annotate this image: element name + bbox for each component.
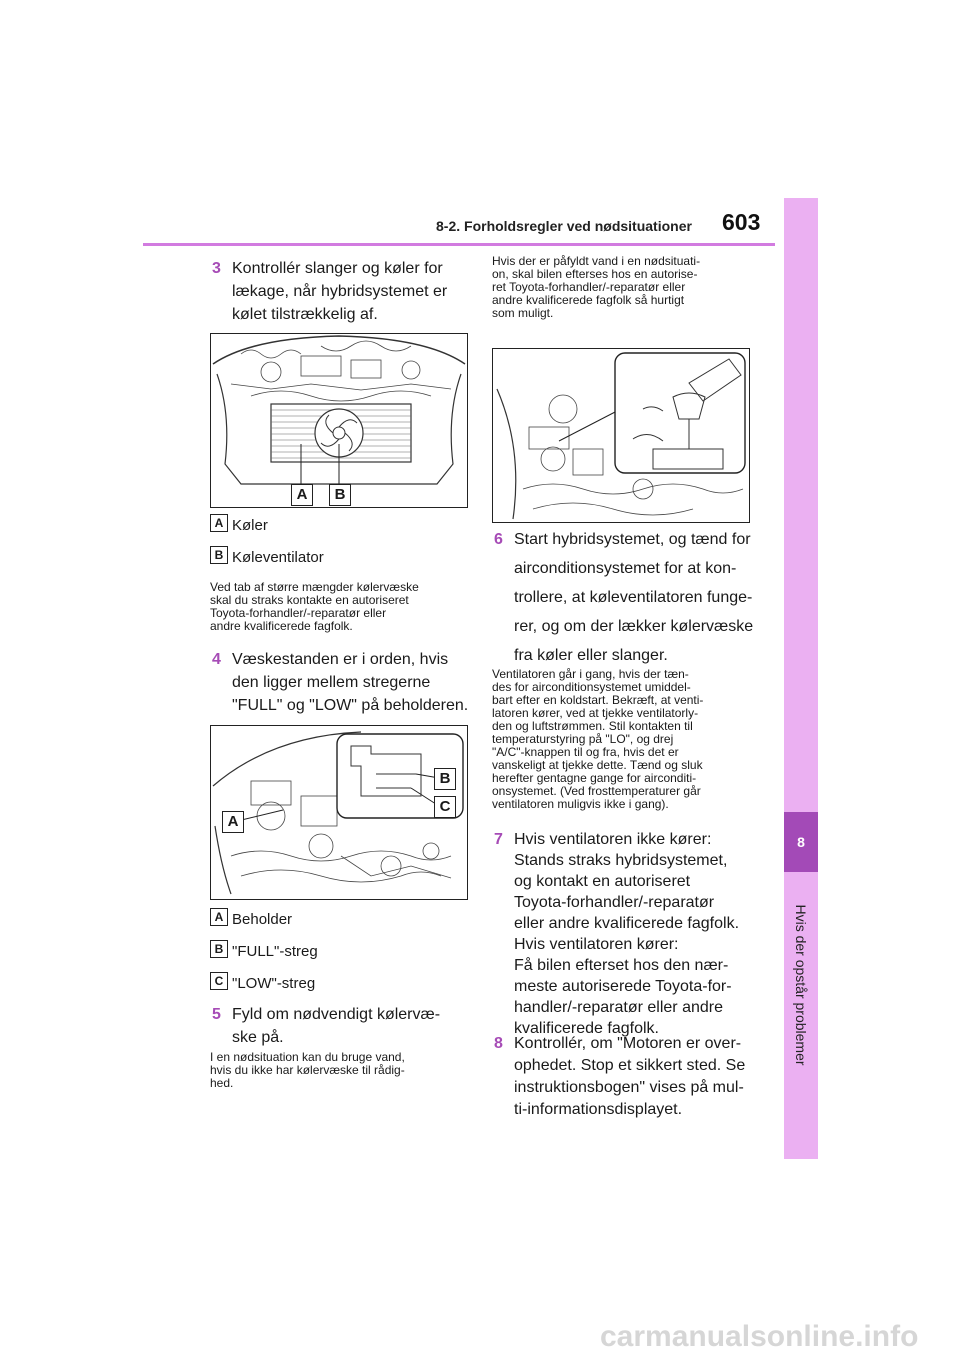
note-line: herefter gentagne gange for airconditi- (492, 771, 697, 785)
legend-letter: A (210, 908, 228, 926)
note-line: andre kvalificerede fagfolk så hurtigt (492, 293, 685, 307)
step-6 (494, 525, 764, 670)
note-line: vanskeligt at tjekke dette. Tænd og sluk (492, 758, 703, 772)
note-line: I en nødsituation kan du bruge vand, (210, 1050, 405, 1064)
step-3 (212, 257, 482, 326)
chapter-title: Hvis der opstår problemer (793, 904, 809, 1066)
step-line: Kontrollér slanger og køler for (232, 260, 443, 277)
section-title: 8-2. Forholdsregler ved nødsituationer (436, 218, 692, 234)
step-7 (494, 829, 764, 1039)
step-number: 5 (212, 1006, 221, 1023)
step-number: 7 (494, 831, 503, 848)
step-line: rer, og om der lækker kølervæske (514, 618, 754, 635)
legend-text: "FULL"-streg (232, 943, 318, 960)
step-line: airconditionsystemet for at kon- (514, 560, 737, 577)
step-number: 4 (212, 651, 221, 668)
legend-letter: A (210, 514, 228, 532)
watermark: carmanualsonline.info (600, 1320, 919, 1353)
note-line: on, skal bilen efterses hos en autorise- (492, 267, 698, 281)
step-line: Stands straks hybridsystemet, (514, 852, 728, 869)
note-line: Hvis der er påfyldt vand i en nødsituati- (492, 254, 701, 268)
step-number: 3 (212, 260, 221, 277)
note-line: som muligt. (492, 306, 554, 320)
step-number: 8 (494, 1035, 503, 1052)
step-8 (494, 1033, 764, 1121)
step-5 (212, 1003, 482, 1049)
reservoir-illustration (211, 726, 467, 899)
callout-b: B (434, 768, 456, 790)
step-line: den ligger mellem stregerne (232, 674, 431, 691)
note-fan-check (492, 668, 762, 811)
note-line: hed. (210, 1076, 234, 1090)
note-line: des for airconditionsystemet umiddel- (492, 680, 691, 694)
note-coolant-loss (210, 581, 470, 633)
note-water-filled (492, 255, 762, 320)
legend-letter: C (210, 972, 228, 990)
step-line: handler/-reparatør eller andre (514, 999, 723, 1016)
note-line: andre kvalificerede fagfolk. (210, 619, 353, 633)
legend-text: Beholder (232, 911, 293, 928)
step-line: ophedet. Stop et sikkert sted. Se (514, 1057, 746, 1074)
step-line: kølet tilstrækkelig af. (232, 306, 378, 323)
step-line: "FULL" og "LOW" på beholderen. (232, 697, 469, 714)
note-emergency-water (210, 1051, 470, 1090)
step-line: ske på. (232, 1029, 284, 1046)
note-line: onsystemet. (Ved frosttemperaturer går (492, 784, 701, 798)
legend-text: Køler (232, 517, 268, 534)
step-line: instruktionsbogen" vises på mul- (514, 1079, 744, 1096)
step-line: Hvis ventilatoren ikke kører: (514, 831, 712, 848)
step-line: lækage, når hybridsystemet er (232, 283, 448, 300)
step-number: 6 (494, 531, 503, 548)
callout-a: A (222, 811, 244, 833)
chapter-number: 8 (797, 834, 805, 850)
note-line: Toyota-forhandler/-reparatør eller (210, 606, 387, 620)
step-line: fra køler eller slanger. (514, 647, 668, 664)
step-4 (212, 648, 482, 717)
refill-illustration (493, 349, 749, 522)
radiator-figure (210, 333, 468, 508)
step-line: Hvis ventilatoren kører: (514, 936, 679, 953)
reservoir-figure (210, 725, 468, 900)
header-rule (143, 243, 775, 246)
chapter-number-tab (784, 812, 818, 872)
refill-figure (492, 348, 750, 523)
note-line: temperaturstyring på "LO", og drej (492, 732, 674, 746)
callout-c: C (434, 796, 456, 818)
step-line: Toyota-forhandler/-reparatør (514, 894, 715, 911)
step-line: ti-informationsdisplayet. (514, 1101, 683, 1118)
step-line: eller andre kvalificerede fagfolk. (514, 915, 740, 932)
step-line: meste autoriserede Toyota-for- (514, 978, 732, 995)
note-line: ventilatoren muligvis ikke i gang). (492, 797, 669, 811)
note-line: den og luftstrømmen. Stil kontakten til (492, 719, 693, 733)
step-line: og kontakt en autoriseret (514, 873, 691, 890)
legend-text: Køleventilator (232, 549, 324, 566)
note-line: ret Toyota-forhandler/-reparatør eller (492, 280, 686, 294)
note-line: bart efter en koldstart. Bekræft, at venti- (492, 693, 704, 707)
step-line: Få bilen efterset hos den nær- (514, 957, 729, 974)
step-line: kvalificerede fagfolk. (514, 1020, 659, 1037)
radiator-illustration (211, 334, 467, 507)
legend-letter: B (210, 940, 228, 958)
note-line: "A/C"-knappen til og fra, hvis det er (492, 745, 679, 759)
step-line: Kontrollér, om "Motoren er over- (514, 1035, 742, 1052)
callout-a: A (291, 484, 313, 506)
note-line: hvis du ikke har kølervæske til rådig- (210, 1063, 405, 1077)
step-line: Start hybridsystemet, og tænd for (514, 531, 751, 548)
note-line: latoren kører, ved at tjekke ventilatorly- (492, 706, 699, 720)
callout-b: B (329, 484, 351, 506)
page-number: 603 (722, 209, 761, 235)
note-line: Ved tab af større mængder kølervæske (210, 580, 419, 594)
note-line: skal du straks kontakte en autoriseret (210, 593, 409, 607)
step-line: Fyld om nødvendigt kølervæ- (232, 1006, 441, 1023)
step-line: Væskestanden er i orden, hvis (232, 651, 449, 668)
note-line: Ventilatoren går i gang, hvis der tæn- (492, 667, 689, 681)
step-line: trollere, at køleventilatoren funge- (514, 589, 753, 606)
legend-text: "LOW"-streg (232, 975, 316, 992)
legend-letter: B (210, 546, 228, 564)
